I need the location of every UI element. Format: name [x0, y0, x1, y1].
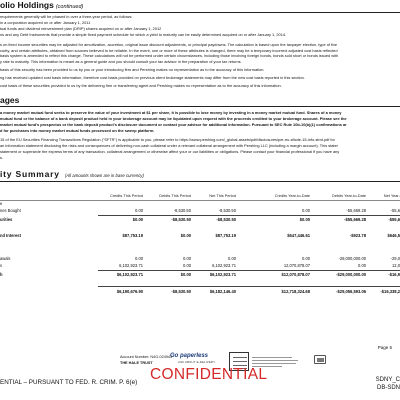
cost-basis-paragraph-line: basis system is amended to reflect this change. These calculations will not be performed under certain circumstances, including those involving foreign bonds, bonds sold short or bonds issued with: [0, 53, 339, 58]
cell: -55,6: [390, 207, 400, 213]
cell: -$29,056,593.06: [336, 288, 366, 294]
activity-summary-title: ity Summary: [0, 169, 60, 179]
cell: -29,0: [390, 255, 400, 261]
table-row-subtotal: [0, 272, 400, 278]
subtotal-rule: [98, 270, 400, 271]
bates-number: SDNY_C: [375, 377, 400, 383]
cost-basis-paragraph-line: cost basis of these securities provided to us by the delivering firm or transferring agent and Pershing makes no representation as to the accuracy of this information.: [0, 82, 282, 88]
footer-logo-icon: [314, 355, 326, 364]
total-rule: [98, 286, 400, 287]
cell: -$923.78: [349, 232, 366, 238]
section-title-portfolio-holdings: [0, 0, 83, 12]
row-label: h: [0, 271, 3, 277]
cell: 12,0: [392, 262, 400, 268]
row-label: nes Bought: [0, 207, 21, 213]
column-header: Debits This Period: [159, 193, 191, 198]
cell: 0.00: [302, 255, 310, 261]
cost-basis-phase-line: tual funds and dividend reinvestment plan (DRIP) shares acquired on or after January 1, 2012: [0, 26, 162, 31]
cost-basis-paragraph-line: basis of this security has been provided to us by you or your introducing firm and Pershing makes no representation as to the accuracy of this information.: [0, 66, 265, 72]
page-number: Page 5: [377, 345, 392, 350]
cell: -$16,9: [388, 271, 400, 277]
bates-number: DB-SDN: [376, 385, 400, 391]
subtotal-rule: [98, 215, 400, 216]
cell: -$55,6: [388, 216, 400, 222]
table-row-subtotal: [0, 217, 400, 223]
cost-basis-paragraph-line: curity, and certain attributes, obtained from sources believed to be reliable. In the event, one or more of these attributes is changed, there may be a temporary incorrect adjusted cost basis reflected: [0, 47, 338, 53]
cell: 0.00: [183, 262, 191, 268]
table-row-total: [0, 289, 400, 295]
cost-basis-phase-line: in a corporation acquired on or after January 1, 2011: [0, 20, 91, 25]
money-market-notice-line: a money market mutual fund seeks to preserve the value of your investment at $1 per share, it is possible to lose money by investing in a money market mutual fund. Shares of a money: [0, 109, 342, 115]
money-market-notice-line: mutual fund or the balance of a bank deposit product held in your brokerage account may be liquidated upon request with the proceeds credited to your brokerage account. Please see the: [0, 115, 347, 121]
cost-basis-paragraph-line: ng has received updated cost basis information, therefore cost basis provided on previous client brokerage statements may differ from the new cost basis reported in this section.: [0, 74, 305, 80]
cell: 0.00: [302, 207, 310, 213]
cell: $0.00: [180, 271, 191, 277]
cell: $6,102,923.71: [209, 271, 236, 277]
money-market-notice-line: market mutual fund's prospectus or the bank deposit product's disclosure document or contact your advisor for additional information. Pursuant to SEC Rule 10b-10(b)(1) confirmations ar: [0, 121, 347, 127]
cost-basis-paragraph-line: s on fixed income securities may be adjusted for amortization, accretion, original issue discount adjustments, or principal paydowns. The calculation is based upon the taxpayer election, type of fixe: [0, 42, 338, 47]
table-row-subtotal: [0, 233, 400, 239]
column-header: Credits Year-to-Date: [274, 193, 310, 198]
cell: -55,669.28: [346, 207, 366, 213]
cell: 0.00: [135, 207, 143, 213]
section-title-suffix: (continued): [55, 4, 84, 10]
column-header: Credits This Period: [109, 193, 143, 198]
cell: 12,070,878.07: [283, 262, 310, 268]
sftr-notice-line: an information statement disclosing the risks and consequences of delivering non-cash collateral under a relevant collateral arrangement with Pershing LLC (including a margin account). This stater: [0, 142, 338, 148]
cell: -$8,530.50: [171, 288, 191, 294]
sftr-notice-line: 15 of the EU Securities Financing Transactions Regulation ("SFTR") is applicable to you, please refer to https://www.pershing.com/_global-assets/pdf/disclosures/per-eu-sftcde-15-info-stmt.pdf for: [0, 136, 335, 142]
go-paperless-logo: Go paperless: [170, 353, 209, 359]
section-title-text: olio Holdings: [0, 0, 54, 10]
activity-table-header: [0, 193, 400, 199]
confidentiality-notice: ENTIAL – PURSUANT TO FED. R. CRIM. P. 6(e): [0, 379, 138, 386]
cell: -$8,530.50: [216, 216, 236, 222]
cell: $0.00: [299, 216, 310, 222]
cell: $647,446.61: [287, 232, 310, 238]
column-header: Debits Year-to-Date: [332, 193, 366, 198]
cell: -$16,338,2: [380, 288, 400, 294]
cell: 0.00: [358, 262, 366, 268]
table-row: [0, 201, 400, 207]
go-paperless-tagline: ASK ABOUT E-DELIVERY: [178, 360, 216, 364]
cell: -8,530.50: [218, 207, 236, 213]
column-header: Net This Period: [209, 193, 236, 198]
activity-summary-note: (All amounts shown are in base currency): [64, 173, 144, 178]
sftr-notice-line: statement or supersede the express terms of any transaction, collateral arrangement or otherwise affect your or our liabilities or obligations. Please contact your financial professional if you have any: [0, 148, 340, 154]
cell: 6,102,923.71: [119, 262, 143, 268]
messages-rule: [0, 106, 400, 107]
cost-basis-phase-line: ns and any Debt Instruments that provide a simple fixed payment schedule for which a yield to maturity can be easily determined acquired on or after January 1, 2014.: [0, 32, 287, 37]
cell: -29,000,000.00: [338, 255, 366, 261]
cell: $6,182,146.40: [209, 288, 236, 294]
section-title-messages: ages: [0, 95, 20, 105]
cell: -$8,530.50: [171, 216, 191, 222]
account-number-value: N4G-024943: [150, 355, 173, 359]
cell: -8,530.50: [173, 207, 191, 213]
table-row: [0, 208, 400, 214]
section-title-activity-summary: [0, 169, 144, 181]
cell: $12,718,324.68: [281, 288, 310, 294]
money-market-notice-line: d for purchases into money market mutual funds processed on the sweep platform.: [0, 127, 155, 133]
row-label: nd Interest: [0, 232, 21, 238]
sftr-notice-line: s.: [0, 154, 4, 160]
cost-basis-phase-line: requirements generally will be phased in over a three-year period, as follows:: [0, 14, 133, 19]
activity-summary-rule: [0, 181, 400, 182]
title-rule: [0, 12, 400, 13]
cell: 0.00: [135, 255, 143, 261]
row-label: s: [0, 262, 3, 268]
row-label: awals: [0, 255, 11, 261]
cell: $0.00: [132, 216, 143, 222]
account-number-label: Account Number:: [120, 355, 150, 359]
cell: -$55,669.28: [344, 216, 366, 222]
column-header: Net Year-: [383, 193, 400, 198]
account-number: [120, 355, 172, 360]
cell: -$29,000,000.00: [336, 271, 366, 277]
cost-basis-paragraph-line: y rate to maturity. This information is meant as a general guide and you should consult your tax advisor in the preparation of your tax returns.: [0, 58, 242, 64]
cell: $0.00: [180, 232, 191, 238]
cell: 0.00: [183, 255, 191, 261]
cell: $646,5: [387, 232, 400, 238]
cell: $6,190,676.90: [116, 288, 143, 294]
confidential-stamp: CONFIDENTIAL: [150, 366, 268, 383]
table-row: [0, 263, 400, 269]
cell: $12,070,878.07: [281, 271, 310, 277]
cell: 6,102,923.71: [212, 262, 236, 268]
cell: $87,753.19: [122, 232, 143, 238]
cell: 0.00: [228, 255, 236, 261]
row-label: urities: [0, 216, 13, 222]
row-label: e: [0, 200, 3, 206]
cell: $6,102,923.71: [116, 271, 143, 277]
table-row: [0, 256, 400, 262]
cell: $87,753.19: [215, 232, 236, 238]
account-name: THE HALE TRUST: [120, 361, 153, 365]
